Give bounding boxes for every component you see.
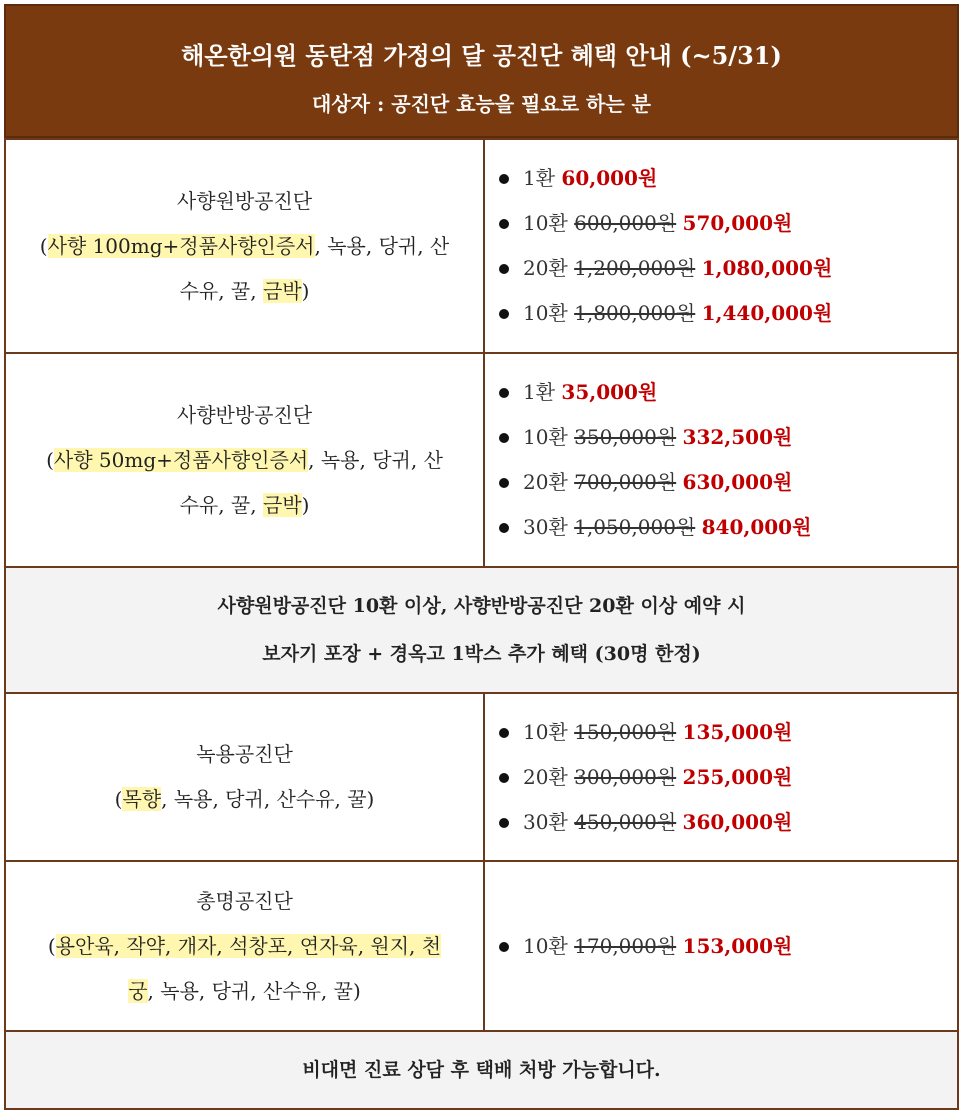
table-row [5, 567, 958, 693]
product-ingredients [6, 224, 483, 314]
ingredient-text: ) [301, 278, 310, 303]
target-audience: 대상자 : 공진단 효능을 필요로 하는 분 [312, 92, 651, 116]
price-cell [484, 353, 958, 567]
original-price: 1,050,000원 [574, 515, 696, 539]
quantity: 10환 [523, 425, 568, 449]
price-item [499, 460, 957, 505]
original-price: 1,200,000원 [574, 256, 696, 280]
price-item [499, 505, 957, 550]
discount-price: 360,000원 [682, 809, 793, 834]
quantity: 10환 [523, 211, 568, 235]
quantity: 20환 [523, 256, 568, 280]
discount-price: 1,080,000원 [701, 256, 833, 280]
product-name: 사향반방공진단 [176, 402, 313, 427]
highlighted-ingredient: 목향 [122, 787, 162, 811]
price-list [499, 710, 957, 845]
discount-price: 570,000원 [682, 211, 793, 235]
header-banner [4, 4, 959, 138]
table-row [5, 139, 958, 353]
price-item [499, 156, 957, 201]
product-ingredients [6, 777, 483, 822]
quantity: 1환 [523, 380, 556, 404]
product-ingredients [6, 438, 483, 528]
promo-notice [5, 567, 958, 693]
table-row [5, 1031, 958, 1109]
price-list [499, 156, 957, 336]
price-item [499, 800, 957, 845]
footer-notice [5, 1031, 958, 1109]
product-name: 녹용공진단 [196, 742, 293, 766]
product-cell [5, 861, 484, 1031]
discount-price: 255,000원 [682, 764, 793, 789]
table-row [5, 353, 958, 567]
benefit-notice [4, 4, 959, 1110]
price-item [499, 291, 957, 336]
highlighted-ingredient: 용안육, 작약, 개자, 석창포, 연자육, 원지, 천 [55, 933, 442, 958]
footer-text: 비대면 진료 상담 후 택배 처방 가능합니다. [302, 1059, 661, 1081]
quantity: 30환 [523, 515, 568, 539]
price-item [499, 246, 957, 291]
price-list [499, 370, 957, 550]
price-item [499, 924, 957, 969]
price-item [499, 370, 957, 415]
original-price: 170,000원 [574, 933, 677, 958]
price-item [499, 415, 957, 460]
discount-price: 35,000원 [561, 380, 658, 404]
quantity: 10환 [523, 719, 568, 744]
original-price: 350,000원 [574, 425, 677, 449]
quantity: 20환 [523, 764, 568, 789]
ingredient-text: ( [39, 233, 48, 258]
promo-line-1: 사향원방공진단 10환 이상, 사향반방공진단 20환 이상 예약 시 [217, 595, 746, 617]
ingredient-text: 수유, 꿀, [179, 492, 263, 517]
discount-price: 630,000원 [682, 470, 793, 494]
original-price: 300,000원 [574, 764, 677, 789]
quantity: 20환 [523, 470, 568, 494]
discount-price: 153,000원 [682, 933, 793, 958]
ingredient-text: ( [46, 447, 54, 472]
discount-price: 332,500원 [682, 425, 793, 449]
highlighted-ingredient: 금박 [262, 278, 302, 303]
product-name: 총명공진단 [196, 888, 293, 913]
discount-price: 840,000원 [701, 515, 812, 539]
original-price: 1,800,000원 [574, 301, 696, 325]
price-item [499, 755, 957, 800]
quantity: 1환 [523, 166, 556, 190]
ingredient-text: , 녹용, 당귀, 산 [314, 233, 450, 258]
product-name: 사향원방공진단 [176, 188, 313, 213]
price-list [499, 924, 957, 969]
price-item [499, 710, 957, 755]
table-row [5, 861, 958, 1031]
table-row [5, 693, 958, 861]
ingredient-text: ( [114, 787, 123, 811]
price-item [499, 201, 957, 246]
ingredient-text: , 녹용, 당귀, 산 [308, 447, 443, 472]
price-table [4, 138, 959, 1110]
ingredient-text: ) [301, 492, 310, 517]
price-cell [484, 693, 958, 861]
original-price: 150,000원 [574, 719, 677, 744]
highlighted-ingredient: 사향 100mg+정품사향인증서 [47, 233, 315, 258]
ingredient-text: , 녹용, 당귀, 산수유, 꿀) [147, 978, 361, 1003]
price-cell [484, 861, 958, 1031]
product-cell [5, 693, 484, 861]
page-title: 해온한의원 동탄점 가정의 달 공진단 혜택 안내 (~5/31) [181, 41, 782, 70]
ingredient-text: ( [47, 933, 56, 958]
price-cell [484, 139, 958, 353]
highlighted-ingredient: 사향 50mg+정품사향인증서 [53, 447, 309, 472]
original-price: 600,000원 [574, 211, 677, 235]
product-cell [5, 139, 484, 353]
original-price: 700,000원 [574, 470, 677, 494]
product-cell [5, 353, 484, 567]
discount-price: 60,000원 [561, 166, 658, 190]
ingredient-text: 수유, 꿀, [179, 278, 263, 303]
highlighted-ingredient: 금박 [262, 492, 302, 517]
promo-line-2: 보자기 포장 + 경옥고 1박스 추가 혜택 (30명 한정) [262, 643, 701, 665]
product-ingredients [6, 924, 483, 1014]
highlighted-ingredient: 궁 [128, 978, 148, 1003]
ingredient-text: , 녹용, 당귀, 산수유, 꿀) [161, 787, 375, 811]
quantity: 10환 [523, 301, 568, 325]
original-price: 450,000원 [574, 809, 677, 834]
discount-price: 1,440,000원 [701, 301, 833, 325]
discount-price: 135,000원 [682, 719, 793, 744]
quantity: 10환 [523, 933, 568, 958]
quantity: 30환 [523, 809, 568, 834]
